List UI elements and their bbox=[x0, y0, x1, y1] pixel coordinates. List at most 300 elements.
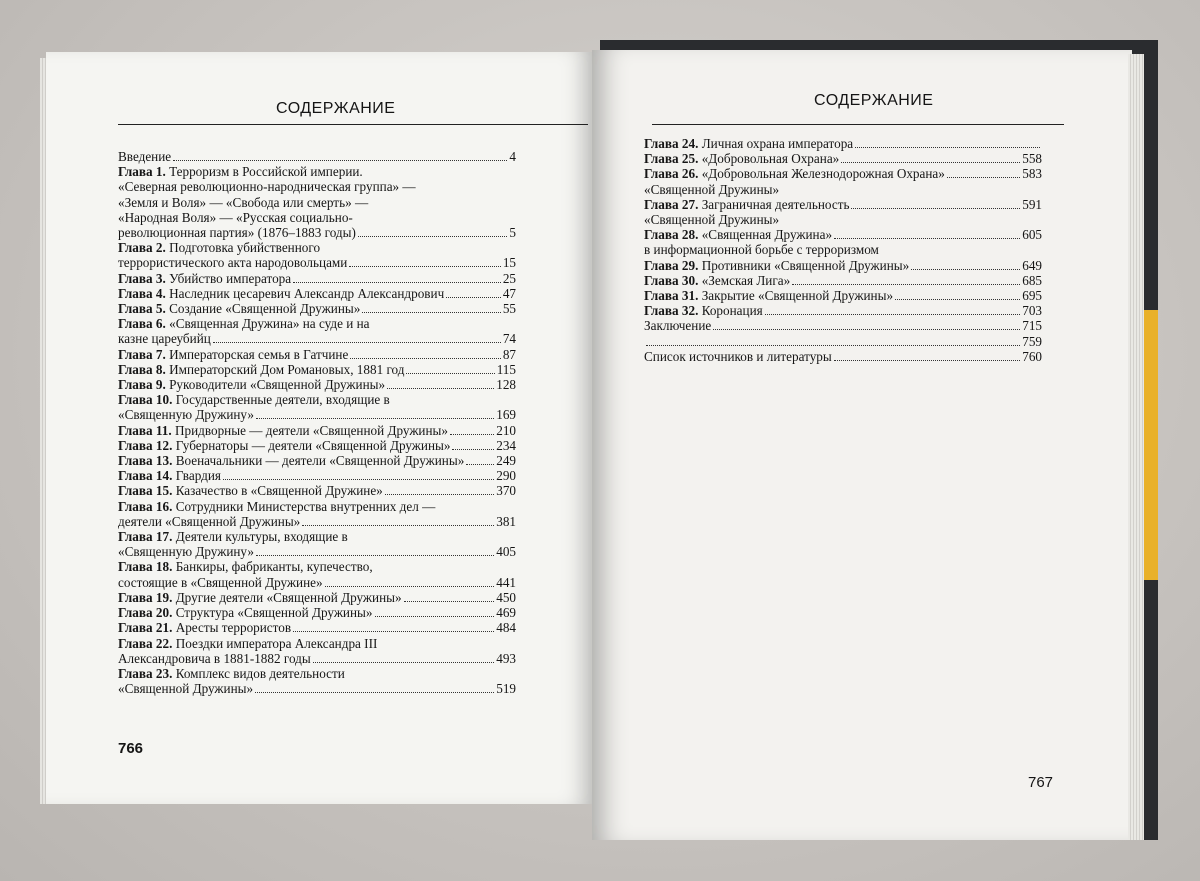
chapter-title: Гвардия bbox=[175, 468, 221, 484]
chapter-label: Глава 23. bbox=[118, 665, 173, 681]
toc-line bbox=[118, 225, 516, 240]
page-ref: 484 bbox=[496, 620, 516, 636]
toc-line-text bbox=[644, 227, 832, 242]
toc-line bbox=[118, 240, 516, 255]
chapter-title: «Священную Дружину» bbox=[118, 407, 254, 423]
toc-line-text bbox=[118, 210, 353, 225]
toc-line bbox=[118, 255, 516, 270]
chapter-label: Глава 15. bbox=[118, 483, 173, 499]
leader-dots bbox=[450, 434, 494, 435]
leader-dots bbox=[313, 662, 494, 663]
leader-dots bbox=[466, 464, 494, 465]
toc-line-text bbox=[644, 288, 893, 303]
chapter-label: Глава 5. bbox=[118, 301, 166, 317]
page-ref: 234 bbox=[496, 437, 516, 453]
page-ref: 685 bbox=[1022, 272, 1042, 288]
toc-line bbox=[118, 605, 516, 620]
chapter-label: Глава 8. bbox=[118, 361, 166, 377]
toc-line bbox=[118, 179, 516, 194]
toc-entry bbox=[644, 242, 1042, 257]
page-ref: 5 bbox=[509, 225, 516, 241]
toc-line bbox=[644, 349, 1042, 364]
toc-line-text bbox=[118, 331, 211, 346]
leader-dots bbox=[349, 266, 500, 267]
toc-line-text bbox=[118, 179, 416, 194]
toc-line bbox=[118, 271, 516, 286]
toc-line-text bbox=[644, 303, 763, 318]
toc-line-text bbox=[644, 197, 849, 212]
chapter-label: Глава 4. bbox=[118, 285, 166, 301]
toc-entry bbox=[644, 288, 1042, 303]
toc-line-text bbox=[118, 636, 377, 651]
page-ref: 25 bbox=[502, 270, 516, 286]
toc-line bbox=[118, 575, 516, 590]
chapter-label: Глава 26. bbox=[644, 166, 699, 182]
toc-entry bbox=[644, 197, 1042, 212]
header-rule bbox=[652, 124, 1064, 125]
chapter-label: Глава 32. bbox=[644, 303, 699, 319]
leader-dots bbox=[404, 601, 495, 602]
page-ref: 370 bbox=[496, 483, 516, 499]
chapter-title: Александровича в 1881-1882 годы bbox=[118, 650, 311, 666]
toc-entry bbox=[118, 620, 516, 635]
toc-line bbox=[644, 334, 1042, 349]
leader-dots bbox=[302, 525, 494, 526]
toc-entry bbox=[644, 349, 1042, 364]
toc-entry bbox=[118, 271, 516, 286]
toc-line-text bbox=[118, 392, 390, 407]
page-ref: 405 bbox=[496, 544, 516, 560]
toc-entry bbox=[118, 164, 516, 240]
page-ref: 450 bbox=[496, 589, 516, 605]
toc-line bbox=[644, 136, 1042, 151]
toc-line-text bbox=[118, 453, 464, 468]
chapter-label: Глава 12. bbox=[118, 437, 173, 453]
chapter-title: Терроризм в Российской империи. bbox=[169, 164, 363, 180]
leader-dots bbox=[765, 314, 1021, 315]
leader-dots bbox=[646, 345, 1020, 346]
toc-line bbox=[118, 590, 516, 605]
toc-line bbox=[644, 273, 1042, 288]
leader-dots bbox=[895, 299, 1020, 300]
page-ref: 87 bbox=[502, 346, 516, 362]
chapter-title: Сотрудники Министерства внутренних дел — bbox=[175, 498, 436, 514]
toc-entry bbox=[644, 136, 1042, 151]
page-ref: 210 bbox=[496, 422, 516, 438]
toc-entry bbox=[644, 212, 1042, 227]
chapter-title: «Священная Дружина» на суде и на bbox=[169, 316, 370, 332]
toc-line bbox=[118, 666, 516, 681]
toc-line-text bbox=[644, 136, 853, 151]
toc-entry bbox=[118, 377, 516, 392]
chapter-title: Банкиры, фабриканты, купечество, bbox=[175, 559, 373, 575]
chapter-label: Глава 22. bbox=[118, 635, 173, 651]
chapter-title: деятели «Священной Дружины» bbox=[118, 513, 301, 529]
page-ref: 649 bbox=[1022, 257, 1042, 273]
toc-line-text bbox=[118, 149, 171, 164]
toc-line bbox=[118, 210, 516, 225]
chapter-title: «Народная Воля» — «Русская социально- bbox=[118, 209, 353, 225]
leader-dots bbox=[452, 449, 494, 450]
leader-dots bbox=[387, 388, 494, 389]
toc-line-text bbox=[118, 438, 450, 453]
toc-line-text bbox=[118, 255, 347, 270]
chapter-label: Глава 7. bbox=[118, 346, 166, 362]
left-page bbox=[46, 52, 594, 804]
chapter-title: Противники «Священной Дружины» bbox=[701, 257, 910, 273]
toc-line bbox=[644, 212, 1042, 227]
leader-dots bbox=[325, 586, 495, 587]
toc-line-text bbox=[118, 377, 385, 392]
leader-dots bbox=[256, 418, 494, 419]
toc-line bbox=[118, 377, 516, 392]
page-header: СОДЕРЖАНИЕ bbox=[814, 92, 934, 109]
chapter-label: Глава 24. bbox=[644, 136, 699, 151]
page-ref: 128 bbox=[496, 377, 516, 393]
leader-dots bbox=[385, 494, 494, 495]
toc-entry bbox=[118, 392, 516, 422]
toc-line bbox=[118, 681, 516, 696]
page-ref: 74 bbox=[502, 331, 516, 347]
chapter-label: Глава 9. bbox=[118, 377, 166, 393]
chapter-label: Глава 18. bbox=[118, 559, 173, 575]
chapter-label: Глава 17. bbox=[118, 529, 173, 545]
chapter-label: Глава 25. bbox=[644, 151, 699, 167]
toc-line-text bbox=[644, 318, 711, 333]
chapter-title: Закрытие «Священной Дружины» bbox=[701, 288, 894, 304]
chapter-label: Глава 16. bbox=[118, 498, 173, 514]
page-ref: 591 bbox=[1022, 196, 1042, 212]
leader-dots bbox=[358, 236, 508, 237]
page-ref: 441 bbox=[496, 574, 516, 590]
chapter-label: Глава 28. bbox=[644, 227, 699, 243]
toc-line-text bbox=[118, 271, 291, 286]
toc-line bbox=[118, 529, 516, 544]
chapter-label: Глава 20. bbox=[118, 605, 173, 621]
toc-entry bbox=[118, 301, 516, 316]
leader-dots bbox=[792, 284, 1020, 285]
page-ref: 605 bbox=[1022, 227, 1042, 243]
toc-line bbox=[118, 468, 516, 483]
right-page-stack bbox=[1128, 54, 1144, 840]
toc-line bbox=[118, 438, 516, 453]
toc-line-text bbox=[118, 499, 435, 514]
toc-line-text bbox=[644, 273, 790, 288]
page-ref: 55 bbox=[502, 301, 516, 317]
toc-entry bbox=[118, 636, 516, 666]
toc-entry bbox=[644, 303, 1042, 318]
chapter-label: Глава 6. bbox=[118, 316, 166, 332]
chapter-title: Подготовка убийственного bbox=[169, 240, 321, 256]
chapter-title: Убийство императора bbox=[169, 270, 292, 286]
toc-line-text bbox=[118, 590, 402, 605]
toc-line-text bbox=[118, 575, 323, 590]
page-ref: 695 bbox=[1022, 288, 1042, 304]
page-ref: 493 bbox=[496, 650, 516, 666]
toc-line-text bbox=[118, 529, 348, 544]
page-ref: 249 bbox=[496, 453, 516, 469]
page-ref: 15 bbox=[502, 255, 516, 271]
toc-line bbox=[118, 636, 516, 651]
toc-line bbox=[644, 288, 1042, 303]
page-ref: 583 bbox=[1022, 166, 1042, 182]
chapter-title: «Земля и Воля» — «Свобода или смерть» — bbox=[118, 194, 369, 210]
toc-line bbox=[118, 392, 516, 407]
toc-line-text bbox=[644, 182, 779, 197]
toc-line bbox=[118, 483, 516, 498]
toc-line-text bbox=[118, 620, 291, 635]
toc-line bbox=[118, 362, 516, 377]
toc-line bbox=[644, 303, 1042, 318]
toc-line-text bbox=[118, 225, 356, 240]
toc-line-text bbox=[118, 423, 448, 438]
toc-line bbox=[118, 499, 516, 514]
chapter-label: Глава 13. bbox=[118, 453, 173, 469]
toc-line bbox=[118, 195, 516, 210]
toc-entry bbox=[644, 258, 1042, 273]
chapter-title: «Священную Дружину» bbox=[118, 544, 254, 560]
leader-dots bbox=[713, 329, 1020, 330]
leader-dots bbox=[255, 692, 494, 693]
toc-line bbox=[118, 514, 516, 529]
leader-dots bbox=[834, 238, 1020, 239]
toc-line bbox=[644, 258, 1042, 273]
toc-line bbox=[118, 453, 516, 468]
toc-entry bbox=[118, 286, 516, 301]
toc-entry bbox=[118, 468, 516, 483]
toc-entry bbox=[644, 273, 1042, 288]
page-ref: 169 bbox=[496, 407, 516, 423]
page-ref: 290 bbox=[496, 468, 516, 484]
right-page bbox=[592, 50, 1132, 840]
leader-dots bbox=[256, 555, 494, 556]
table-of-contents bbox=[118, 149, 516, 696]
page-ref: 115 bbox=[496, 361, 516, 377]
leader-dots bbox=[446, 297, 501, 298]
chapter-label: Глава 2. bbox=[118, 240, 166, 256]
toc-entry bbox=[118, 666, 516, 696]
leader-dots bbox=[213, 342, 501, 343]
chapter-title: Наследник цесаревич Александр Александрович bbox=[169, 285, 445, 301]
chapter-title: «Священная Дружина» bbox=[701, 227, 833, 243]
chapter-title: «Добровольная Железнодорожная Охрана» bbox=[701, 166, 945, 182]
toc-entry bbox=[118, 423, 516, 438]
chapter-title: Создание «Священной Дружины» bbox=[169, 301, 361, 317]
toc-line-text bbox=[118, 544, 254, 559]
toc-entry bbox=[118, 605, 516, 620]
toc-line-text bbox=[118, 362, 404, 377]
toc-entry bbox=[118, 347, 516, 362]
leader-dots bbox=[834, 360, 1020, 361]
leader-dots bbox=[855, 147, 1040, 148]
toc-line bbox=[644, 242, 1042, 257]
toc-entry bbox=[118, 149, 516, 164]
toc-line-text bbox=[118, 407, 254, 422]
toc-line-text bbox=[644, 166, 945, 181]
page-ref: 381 bbox=[496, 513, 516, 529]
toc-entry bbox=[644, 227, 1042, 242]
toc-line bbox=[118, 620, 516, 635]
leader-dots bbox=[375, 616, 495, 617]
toc-line-text bbox=[118, 164, 363, 179]
chapter-title: Коронация bbox=[701, 303, 763, 319]
toc-line-text bbox=[118, 651, 311, 666]
toc-entry bbox=[118, 499, 516, 529]
chapter-title: Список источников и литературы bbox=[644, 348, 832, 364]
toc-line-text bbox=[118, 666, 345, 681]
leader-dots bbox=[223, 479, 494, 480]
chapter-title: Императорская семья в Гатчине bbox=[169, 346, 349, 362]
chapter-title: Аресты террористов bbox=[175, 620, 292, 636]
page-ref: 4 bbox=[509, 149, 516, 164]
toc-line bbox=[118, 164, 516, 179]
leader-dots bbox=[293, 282, 501, 283]
chapter-title: Императорский Дом Романовых, 1881 год bbox=[169, 361, 405, 377]
toc-line bbox=[118, 423, 516, 438]
toc-entry bbox=[118, 240, 516, 270]
leader-dots bbox=[173, 160, 507, 161]
chapter-title: Заграничная деятельность bbox=[701, 196, 850, 212]
chapter-title: террористического акта народовольцами bbox=[118, 255, 348, 271]
chapter-title: Личная охрана императора bbox=[701, 136, 854, 151]
toc-line-text bbox=[118, 286, 444, 301]
toc-line bbox=[118, 331, 516, 346]
toc-line-text bbox=[644, 258, 909, 273]
page-ref: 715 bbox=[1022, 318, 1042, 334]
toc-line-text bbox=[118, 316, 370, 331]
leader-dots bbox=[911, 269, 1020, 270]
toc-line bbox=[644, 182, 1042, 197]
leader-dots bbox=[947, 177, 1020, 178]
chapter-label: Глава 29. bbox=[644, 257, 699, 273]
leader-dots bbox=[841, 162, 1020, 163]
chapter-title: «Северная революционно-народническая группа» — bbox=[118, 179, 416, 195]
toc-line bbox=[644, 197, 1042, 212]
cover-stripe bbox=[1142, 310, 1158, 580]
toc-line bbox=[644, 166, 1042, 181]
toc-line-text bbox=[118, 605, 373, 620]
chapter-title: Казачество в «Священной Дружине» bbox=[175, 483, 383, 499]
toc-entry bbox=[118, 453, 516, 468]
toc-line bbox=[118, 407, 516, 422]
chapter-title: Государственные деятели, входящие в bbox=[175, 392, 390, 408]
chapter-title: Комплекс видов деятельности bbox=[175, 665, 345, 681]
toc-line bbox=[118, 544, 516, 559]
chapter-label: Глава 11. bbox=[118, 422, 172, 438]
chapter-label: Глава 30. bbox=[644, 272, 699, 288]
toc-entry bbox=[118, 362, 516, 377]
chapter-title: «Земская Лига» bbox=[701, 272, 791, 288]
toc-line-text bbox=[644, 151, 839, 166]
table-of-contents bbox=[644, 136, 1042, 364]
chapter-label: Глава 19. bbox=[118, 589, 173, 605]
toc-entry bbox=[644, 166, 1042, 181]
chapter-title: «Добровольная Охрана» bbox=[701, 151, 840, 167]
chapter-title: состоящие в «Священной Дружине» bbox=[118, 574, 323, 590]
chapter-title: в информационной борьбе с терроризмом bbox=[644, 242, 879, 258]
chapter-title: Поездки императора Александра III bbox=[175, 635, 378, 651]
header-rule bbox=[118, 124, 588, 125]
chapter-title: «Священной Дружины» bbox=[644, 212, 780, 228]
chapter-title: Структура «Священной Дружины» bbox=[175, 605, 373, 621]
toc-entry bbox=[118, 438, 516, 453]
toc-line-text bbox=[118, 514, 300, 529]
chapter-label: Глава 27. bbox=[644, 196, 699, 212]
toc-entry bbox=[118, 559, 516, 589]
leader-dots bbox=[851, 208, 1020, 209]
chapter-label: Глава 14. bbox=[118, 468, 173, 484]
page-header: СОДЕРЖАНИЕ bbox=[276, 100, 396, 117]
leader-dots bbox=[350, 358, 500, 359]
toc-line-text bbox=[118, 195, 368, 210]
page-number: 766 bbox=[118, 740, 144, 757]
toc-entry bbox=[118, 316, 516, 346]
toc-line bbox=[118, 286, 516, 301]
toc-entry bbox=[118, 590, 516, 605]
toc-line bbox=[118, 651, 516, 666]
chapter-label: Глава 10. bbox=[118, 392, 173, 408]
page-ref: 558 bbox=[1022, 151, 1042, 167]
toc-line-text bbox=[644, 242, 879, 257]
toc-entry bbox=[644, 318, 1042, 333]
leader-dots bbox=[362, 312, 500, 313]
toc-line-text bbox=[118, 468, 221, 483]
page-ref: 47 bbox=[502, 285, 516, 301]
page-ref: 469 bbox=[496, 605, 516, 621]
toc-entry bbox=[644, 151, 1042, 166]
page-ref: 703 bbox=[1022, 303, 1042, 319]
toc-line-text bbox=[118, 347, 348, 362]
page-ref: 760 bbox=[1022, 348, 1042, 364]
toc-line bbox=[644, 318, 1042, 333]
chapter-title: казне цареубийц bbox=[118, 331, 211, 347]
page-number: 767 bbox=[1028, 774, 1054, 791]
toc-line bbox=[118, 149, 516, 164]
toc-line bbox=[118, 316, 516, 331]
page-ref: 759 bbox=[1022, 333, 1042, 349]
toc-line bbox=[118, 347, 516, 362]
chapter-title: революционная партия» (1876–1883 годы) bbox=[118, 225, 356, 241]
toc-line bbox=[644, 227, 1042, 242]
toc-entry bbox=[118, 483, 516, 498]
chapter-title: Заключение bbox=[644, 318, 712, 334]
toc-line-text bbox=[118, 483, 383, 498]
chapter-label: Глава 31. bbox=[644, 288, 699, 304]
toc-line-text bbox=[644, 212, 779, 227]
chapter-title: «Священной Дружины» bbox=[644, 181, 780, 197]
toc-entry bbox=[118, 529, 516, 559]
toc-line bbox=[118, 301, 516, 316]
toc-line-text bbox=[118, 681, 253, 696]
toc-line bbox=[118, 559, 516, 574]
chapter-title: Губернаторы — деятели «Священной Дружины» bbox=[175, 437, 451, 453]
toc-entry bbox=[644, 182, 1042, 197]
chapter-title: Другие деятели «Священной Дружины» bbox=[175, 589, 402, 605]
toc-line-text bbox=[118, 301, 360, 316]
chapter-label: Глава 3. bbox=[118, 270, 166, 286]
toc-line-text bbox=[644, 349, 832, 364]
chapter-title: Руководители «Священной Дружины» bbox=[169, 377, 386, 393]
chapter-title: Введение bbox=[118, 149, 172, 164]
leader-dots bbox=[293, 631, 494, 632]
toc-line bbox=[644, 151, 1042, 166]
chapter-title: Деятели культуры, входящие в bbox=[175, 529, 348, 545]
chapter-title: Военачальники — деятели «Священной Дружины» bbox=[175, 453, 465, 469]
chapter-title: Придворные — деятели «Священной Дружины» bbox=[174, 422, 449, 438]
chapter-title: «Священной Дружины» bbox=[118, 681, 254, 697]
toc-line-text bbox=[118, 240, 320, 255]
chapter-label: Глава 1. bbox=[118, 164, 166, 180]
